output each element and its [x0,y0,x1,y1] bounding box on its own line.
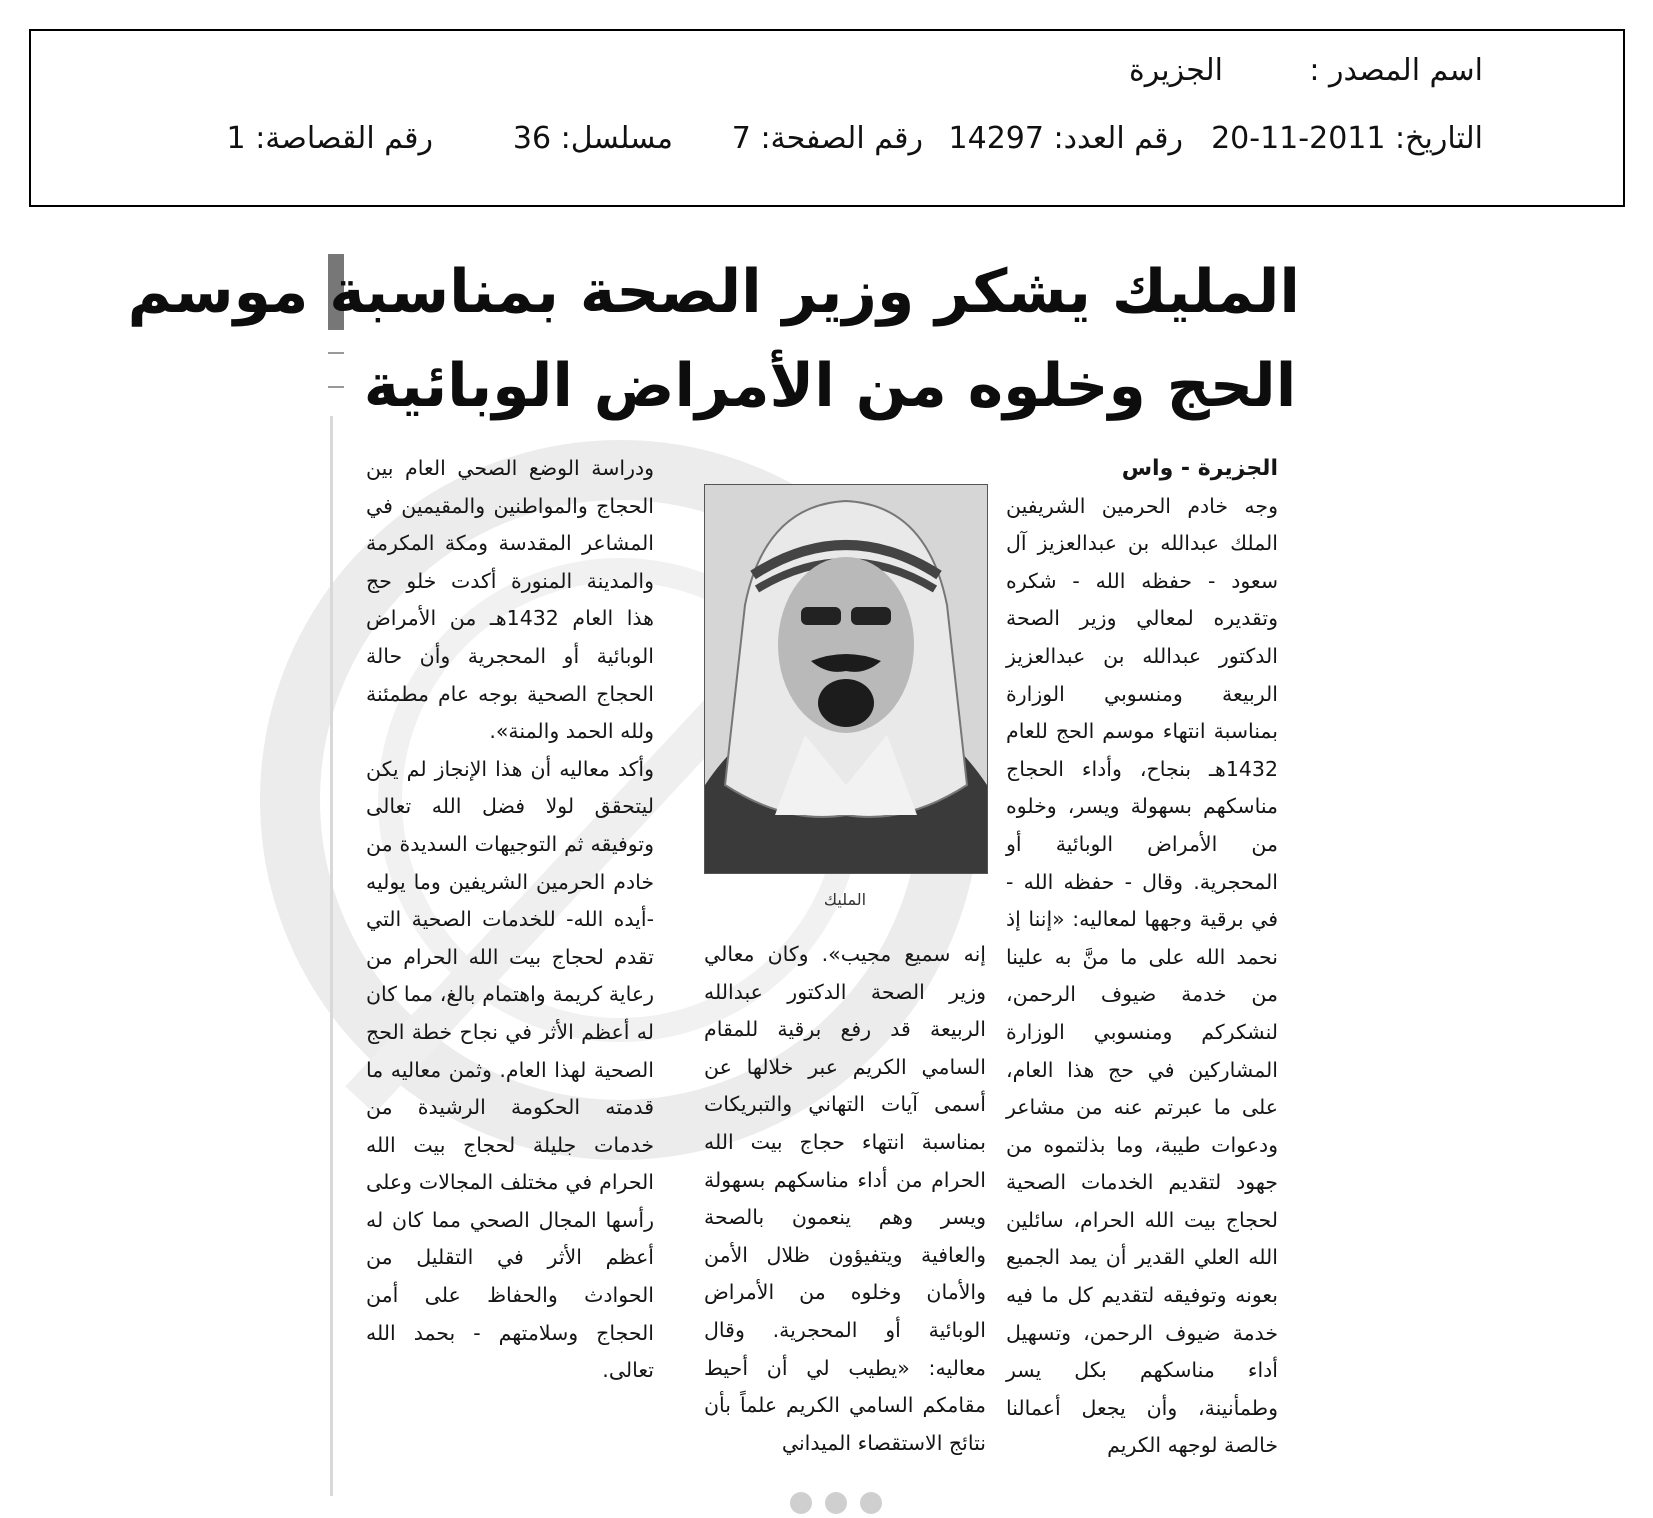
column-paragraph: ودراسة الوضع الصحي العام بين الحجاج والمواطنين والمقيمين في المشاعر المقدسة ومكة المكرمة والمدينة المنورة أكدت خلو حج هذا العام 1432هـ من الأمراض الوبائية أو المحجرية وأن حالة الحجاج الصحية بوجه عام مطمئنة ولله الحمد والمنة». [366,456,654,744]
clipping-header [29,29,1625,207]
article-column-left [366,450,654,1390]
serial-value: 36 [512,121,552,156]
page-ornament [790,1492,890,1518]
column-text: وجه خادم الحرمين الشريفين الملك عبدالله بن عبدالعزيز آل سعود - حفظه الله - شكره وتقديره لمعالي وزير الصحة الدكتور عبدالله بن عبدالعزيز الربيعة ومنسوبي الوزارة بمناسبة انتهاء موسم الحج للعام 1432هـ بنجاح، وأداء الحجاج مناسكهم بسهولة ويسر، وخلوه من الأمراض الوبائية أو المحجرية. وقال - حفظه الله - في برقية وجهها لمعاليه: «إننا إذ نحمد الله على ما منَّ به علينا من خدمة ضيوف الرحمن، لنشكركم ومنسوبي الوزارة المشاركين في حج هذا العام، على ما عبرتم عنه من مشاعر ودعوات طيبة، وما بذلتموه من جهود لتقديم الخدمات الصحية لحجاج بيت الله الحرام، سائلين الله العلي القدير أن يمد الجميع بعونه وتوفيقه لتقديم كل ما فيه خدمة ضيوف الرحمن، وتسهيل أداء مناسكهم بكل يسر وطمأنينة، وأن يجعل أعمالنا خالصة لوجهه الكريم [1006,493,1278,1458]
article-column-right [1006,450,1278,1465]
headline-line-1: المليك يشكر وزير الصحة بمناسبة موسم [127,257,1300,327]
clip-value: 1 [226,121,246,156]
headline-line-2: الحج وخلوه من الأمراض الوبائية [363,351,1297,421]
byline: الجزيرة - واس [1121,456,1278,481]
serial-label: مسلسل: [560,121,673,156]
date-field [1211,121,1483,156]
serial-field [513,121,673,156]
source-label: اسم المصدر : [1309,53,1483,88]
king-photo [704,484,988,874]
column-paragraph: وأكد معاليه أن هذا الإنجاز لم يكن ليتحقق لولا فضل الله تعالى وتوفيقه ثم التوجيهات السديدة من خادم الحرمين الشريفين وما يوليه -أيده الله- للخدمات الصحية التي تقدم لحجاج بيت الله الحرام من رعاية كريمة واهتمام بالغ، مما كان له أعظم الأثر في نجاح خطة الحج الصحية لهذا العام. وثمن معاليه ما قدمته الحكومة الرشيدة من خدمات جليلة لحجاج بيت الله الحرام في مختلف المجالات وعلى رأسها المجال الصحي مما كان له أعظم الأثر في التقليل من الحوادث والحفاظ على أمن الحجاج وسلامتهم - بحمد الله تعالى. [366,756,654,1383]
issue-label: رقم العدد: [1053,121,1183,156]
ornament-dot-icon [790,1492,812,1514]
newspaper-clipping [127,240,1340,1510]
clip-label: رقم القصاصة: [255,121,433,156]
portrait-image [705,485,987,873]
photo-caption: المليك [823,890,867,909]
column-rule-tick [328,352,344,354]
page-value: 7 [731,121,751,156]
column-rule-tick [328,386,344,388]
issue-field [949,121,1183,156]
source-value: الجزيرة [1128,53,1223,88]
clip-field [227,121,433,156]
date-value: 2011-11-20 [1211,121,1386,156]
ornament-dot-icon [860,1492,882,1514]
page-field [732,121,923,156]
page-label: رقم الصفحة: [760,121,923,156]
issue-value: 14297 [948,121,1044,156]
date-label: التاريخ: [1395,121,1483,156]
ornament-dot-icon [825,1492,847,1514]
article-column-middle: إنه سميع مجيب». وكان معالي وزير الصحة الدكتور عبدالله الربيعة قد رفع برقية للمقام السامي الكريم عبر خلالها عن أسمى آيات التهاني والتبريكات بمناسبة انتهاء حجاج بيت الله الحرام من أداء مناسكهم بسهولة ويسر وهم ينعمون بالصحة والعافية ويتفيؤون ظلال الأمن والأمان وخلوه من الأمراض الوبائية أو المحجرية. وقال معاليه: «يطيب لي أن أحيط مقامكم السامي الكريم علماً بأن نتائج الاستقصاء الميداني [704,942,986,1455]
column-rule-line [330,416,333,1496]
